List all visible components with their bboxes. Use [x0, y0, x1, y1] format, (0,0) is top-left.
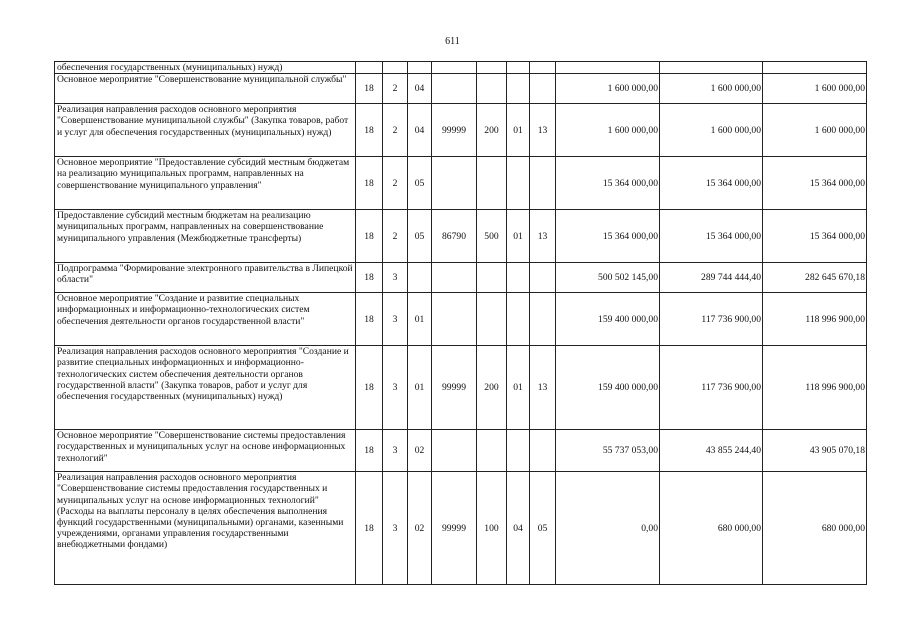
expense-type-cell [477, 430, 507, 472]
direction-code-cell [432, 263, 477, 293]
row-name-cell: Реализация направления расходов основного мероприятия "Совершенствование муниципальной службы" (Закупка товаров, работ и услуг для обеспечения государственных (муниципальных) нужд) [55, 104, 356, 157]
direction-code-cell [432, 62, 477, 74]
direction-code-cell [432, 157, 477, 210]
pp-code-cell: 3 [383, 293, 408, 346]
gp-code-cell: 18 [356, 157, 383, 210]
amount-year3-cell: 680 000,00 [763, 472, 867, 585]
section-cell [507, 157, 530, 210]
om-code-cell: 01 [408, 346, 432, 430]
subsection-cell [530, 430, 556, 472]
gp-code-cell: 18 [356, 74, 383, 104]
direction-code-cell: 86790 [432, 210, 477, 263]
expense-type-cell [477, 293, 507, 346]
gp-code-cell: 18 [356, 210, 383, 263]
pp-code-cell [383, 62, 408, 74]
amount-year2-cell: 1 600 000,00 [660, 104, 763, 157]
amount-year3-cell: 282 645 670,18 [763, 263, 867, 293]
amount-year1-cell: 0,00 [556, 472, 660, 585]
table-row [55, 62, 867, 74]
section-cell: 01 [507, 104, 530, 157]
direction-code-cell [432, 293, 477, 346]
expense-type-cell: 500 [477, 210, 507, 263]
table-row [55, 74, 867, 104]
table-row [55, 346, 867, 430]
om-code-cell: 04 [408, 104, 432, 157]
amount-year2-cell: 289 744 444,40 [660, 263, 763, 293]
om-code-cell: 05 [408, 157, 432, 210]
row-name-cell: обеспечения государственных (муниципальных) нужд) [55, 62, 356, 74]
amount-year3-cell [763, 62, 867, 74]
table-row [55, 293, 867, 346]
amount-year2-cell: 117 736 900,00 [660, 293, 763, 346]
amount-year1-cell: 15 364 000,00 [556, 157, 660, 210]
om-code-cell: 04 [408, 74, 432, 104]
row-name-cell: Основное мероприятие "Совершенствование системы предоставления государственных и муниципальных услуг на основе информационных технологий" [55, 430, 356, 472]
direction-code-cell [432, 430, 477, 472]
budget-table [54, 61, 867, 585]
row-name-cell: Реализация направления расходов основного мероприятия "Создание и развитие специальных информационных и информационно-технологических систем обеспечения деятельности органов государственной власти" (Закупка товаров, работ и услуг для обеспечения государственных (муниципальных) нужд) [55, 346, 356, 430]
subsection-cell [530, 157, 556, 210]
section-cell: 01 [507, 210, 530, 263]
amount-year1-cell: 159 400 000,00 [556, 346, 660, 430]
amount-year3-cell: 118 996 900,00 [763, 346, 867, 430]
amount-year2-cell: 117 736 900,00 [660, 346, 763, 430]
pp-code-cell: 2 [383, 74, 408, 104]
subsection-cell [530, 74, 556, 104]
amount-year1-cell: 15 364 000,00 [556, 210, 660, 263]
om-code-cell [408, 62, 432, 74]
om-code-cell [408, 263, 432, 293]
gp-code-cell [356, 62, 383, 74]
section-cell [507, 62, 530, 74]
section-cell [507, 293, 530, 346]
table-row [55, 430, 867, 472]
amount-year3-cell: 118 996 900,00 [763, 293, 867, 346]
subsection-cell [530, 263, 556, 293]
amount-year1-cell: 159 400 000,00 [556, 293, 660, 346]
amount-year2-cell: 43 855 244,40 [660, 430, 763, 472]
subsection-cell: 13 [530, 346, 556, 430]
expense-type-cell [477, 74, 507, 104]
expense-type-cell [477, 157, 507, 210]
om-code-cell: 05 [408, 210, 432, 263]
gp-code-cell: 18 [356, 472, 383, 585]
subsection-cell: 05 [530, 472, 556, 585]
section-cell [507, 263, 530, 293]
expense-type-cell [477, 263, 507, 293]
amount-year3-cell: 15 364 000,00 [763, 157, 867, 210]
table-row [55, 210, 867, 263]
pp-code-cell: 2 [383, 210, 408, 263]
table-row [55, 472, 867, 585]
direction-code-cell: 99999 [432, 104, 477, 157]
direction-code-cell: 99999 [432, 472, 477, 585]
section-cell: 01 [507, 346, 530, 430]
amount-year1-cell [556, 62, 660, 74]
expense-type-cell [477, 62, 507, 74]
row-name-cell: Подпрограмма "Формирование электронного правительства в Липецкой области" [55, 263, 356, 293]
row-name-cell: Реализация направления расходов основного мероприятия "Совершенствование системы предоставления государственных и муниципальных услуг на основе информационных технологий" (Расходы на выплаты персоналу в целях обеспечения выполнения функций государственными (муниципальными) органами, казенными учреждениями, органами управления государственными внебюджетными фондами) [55, 472, 356, 585]
amount-year2-cell: 680 000,00 [660, 472, 763, 585]
amount-year1-cell: 500 502 145,00 [556, 263, 660, 293]
subsection-cell: 13 [530, 210, 556, 263]
direction-code-cell: 99999 [432, 346, 477, 430]
expense-type-cell: 200 [477, 346, 507, 430]
subsection-cell [530, 62, 556, 74]
om-code-cell: 01 [408, 293, 432, 346]
amount-year1-cell: 1 600 000,00 [556, 104, 660, 157]
direction-code-cell [432, 74, 477, 104]
section-cell: 04 [507, 472, 530, 585]
gp-code-cell: 18 [356, 263, 383, 293]
amount-year2-cell [660, 62, 763, 74]
subsection-cell [530, 293, 556, 346]
expense-type-cell: 100 [477, 472, 507, 585]
amount-year1-cell: 1 600 000,00 [556, 74, 660, 104]
amount-year3-cell: 43 905 070,18 [763, 430, 867, 472]
amount-year2-cell: 1 600 000,00 [660, 74, 763, 104]
page-number: 611 [445, 36, 460, 47]
amount-year2-cell: 15 364 000,00 [660, 210, 763, 263]
om-code-cell: 02 [408, 472, 432, 585]
pp-code-cell: 3 [383, 430, 408, 472]
row-name-cell: Основное мероприятие "Создание и развитие специальных информационных и информационно-технологических систем обеспечения деятельности органов государственной власти" [55, 293, 356, 346]
table-row [55, 157, 867, 210]
amount-year1-cell: 55 737 053,00 [556, 430, 660, 472]
pp-code-cell: 3 [383, 346, 408, 430]
gp-code-cell: 18 [356, 430, 383, 472]
amount-year3-cell: 1 600 000,00 [763, 104, 867, 157]
table-row [55, 104, 867, 157]
gp-code-cell: 18 [356, 104, 383, 157]
pp-code-cell: 3 [383, 263, 408, 293]
pp-code-cell: 2 [383, 157, 408, 210]
row-name-cell: Предоставление субсидий местным бюджетам на реализацию муниципальных программ, направленных на совершенствование муниципального управления (Межбюджетные трансферты) [55, 210, 356, 263]
expense-type-cell: 200 [477, 104, 507, 157]
amount-year3-cell: 15 364 000,00 [763, 210, 867, 263]
row-name-cell: Основное мероприятие "Предоставление субсидий местным бюджетам на реализацию муниципальных программ, направленных на совершенствование муниципального управления" [55, 157, 356, 210]
table-row [55, 263, 867, 293]
gp-code-cell: 18 [356, 346, 383, 430]
section-cell [507, 74, 530, 104]
pp-code-cell: 2 [383, 104, 408, 157]
om-code-cell: 02 [408, 430, 432, 472]
amount-year3-cell: 1 600 000,00 [763, 74, 867, 104]
row-name-cell: Основное мероприятие "Совершенствование муниципальной службы" [55, 74, 356, 104]
amount-year2-cell: 15 364 000,00 [660, 157, 763, 210]
section-cell [507, 430, 530, 472]
pp-code-cell: 3 [383, 472, 408, 585]
subsection-cell: 13 [530, 104, 556, 157]
gp-code-cell: 18 [356, 293, 383, 346]
